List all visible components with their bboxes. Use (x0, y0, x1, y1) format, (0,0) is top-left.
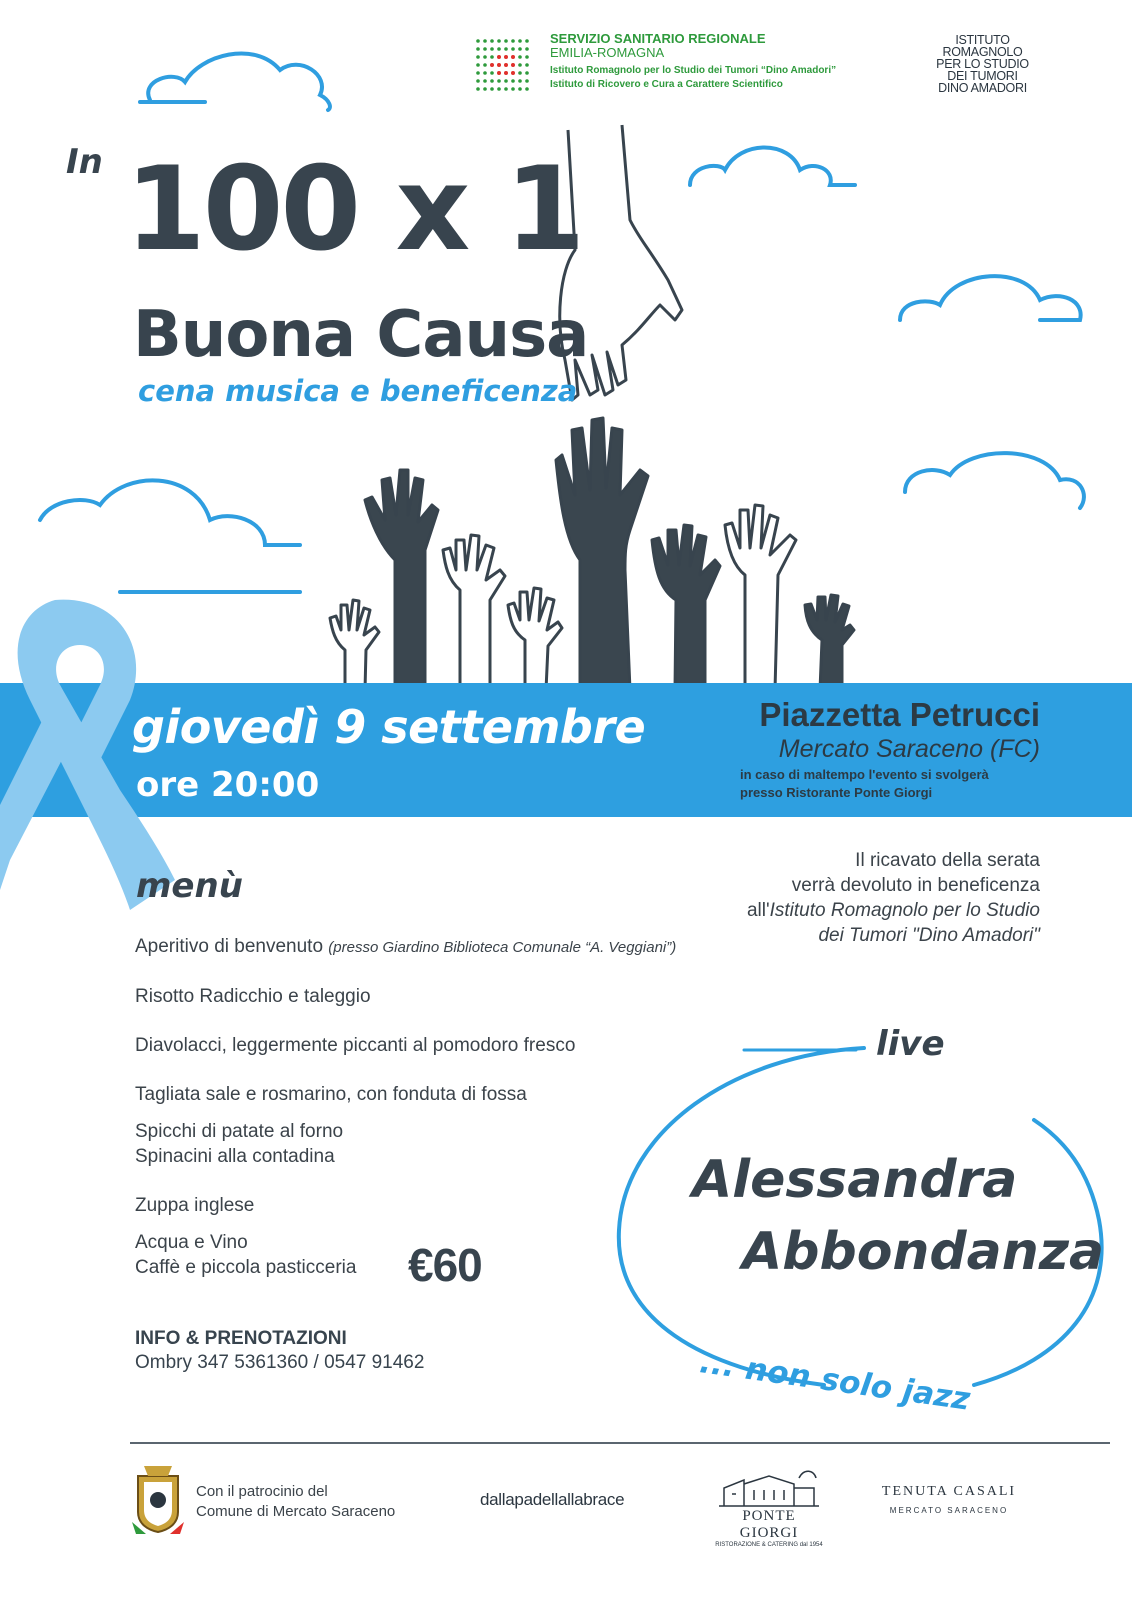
irst-line3: PER LO STUDIO (936, 57, 1029, 71)
live-swoosh-circle (594, 1040, 1124, 1400)
irst-line5: DINO AMADORI (938, 81, 1027, 95)
artist-last-name: Abbondanza (742, 1222, 1105, 1282)
building-icon (714, 1468, 824, 1508)
event-date: giovedì 9 settembre (132, 700, 646, 754)
beneficiary-line2: verrà devoluto in beneficenza (791, 875, 1040, 896)
raised-hands-illustration (330, 418, 854, 690)
patronage-line2: Comune di Mercato Saraceno (196, 1503, 396, 1520)
menu-item-name: Aperitivo di benvenuto (135, 936, 324, 957)
event-time: ore 20:00 (136, 765, 320, 805)
venue-city: Mercato Saraceno (FC) (778, 735, 1040, 763)
artist-genre: ... non solo jazz (697, 1344, 973, 1418)
beneficiary-line3 (640, 898, 1040, 923)
beneficiary-line3-italic: Istituto Romagnolo per lo Studio (769, 900, 1040, 921)
beneficiary-text (640, 848, 1040, 948)
tenuta-casali-sub: MERCATO SARACENO (889, 1506, 1009, 1515)
menu-item-note: (presso Giardino Biblioteca Comunale “A. Veggiani”) (328, 939, 677, 956)
irst-logo (900, 34, 1065, 104)
event-venue (640, 696, 1040, 802)
menu-item: Caffè e piccola pasticceria (135, 1257, 357, 1278)
menu-item: Tagliata sale e rosmarino, con fonduta di fossa (135, 1084, 527, 1105)
weather-note-line1: in caso di maltempo l'evento si svolgerà (740, 767, 989, 782)
venue-name: Piazzetta Petrucci (759, 696, 1040, 733)
menu-item: Spicchi di patate al forno (135, 1121, 344, 1142)
menu-title: menù (136, 866, 243, 906)
sponsor-tenuta-casali (874, 1484, 1024, 1515)
menu-item: Spinacini alla contadina (135, 1146, 335, 1167)
ssr-line3: Istituto Romagnolo per lo Studio dei Tumori “Dino Amadori” (550, 65, 837, 76)
ssr-dots-icon (474, 36, 536, 96)
ssr-logo (474, 32, 894, 102)
menu-item: Risotto Radicchio e taleggio (135, 986, 371, 1007)
info-title: INFO & PRENOTAZIONI (135, 1328, 347, 1349)
sponsor-dallapadellallabrace: dallapadellallabrace (480, 1490, 625, 1509)
artist-first-name: Alessandra (692, 1150, 1018, 1210)
irst-line1: ISTITUTO (955, 33, 1010, 47)
weather-note-line2: presso Ristorante Ponte Giorgi (740, 785, 933, 800)
cloud-icon (40, 480, 300, 545)
ponte-giorgi-sub: RISTORAZIONE & CATERING dal 1954 (715, 1542, 823, 1548)
menu-item: Zuppa inglese (135, 1195, 255, 1216)
beneficiary-line4: dei Tumori "Dino Amadori" (818, 925, 1040, 946)
patronage-line1: Con il patrocinio del (196, 1483, 328, 1500)
sponsor-ponte-giorgi (714, 1468, 824, 1548)
menu-item: Acqua e Vino (135, 1232, 248, 1253)
ssr-line2: EMILIA-ROMAGNA (550, 45, 665, 60)
menu-item (135, 936, 676, 958)
title-main: 100 x 1 (125, 142, 583, 277)
info-phone: Ombry 347 5361360 / 0547 91462 (135, 1352, 425, 1373)
ponte-giorgi-name: PONTE GIORGI (739, 1508, 799, 1541)
beneficiary-line1: Il ricavato della serata (855, 850, 1040, 871)
beneficiary-line3-plain: all' (746, 900, 770, 921)
ssr-line4: Istituto di Ricovero e Cura a Carattere Scientifico (550, 79, 783, 90)
menu-item: Diavolacci, leggermente piccanti al pomodoro fresco (135, 1035, 576, 1056)
title-prefix: In (66, 142, 103, 182)
ssr-text (550, 32, 836, 92)
cloud-icon (900, 276, 1081, 320)
municipal-crest-icon (132, 1462, 184, 1534)
tenuta-casali-name: TENUTA CASALI (881, 1484, 1017, 1499)
cloud-icon (905, 453, 1084, 508)
footer-divider (130, 1442, 1110, 1444)
irst-line4: DEI TUMORI (947, 69, 1018, 83)
venue-weather-note (640, 766, 1040, 802)
title-subtitle: Buona Causa (133, 298, 589, 372)
live-label: live (876, 1024, 945, 1064)
cloud-icon (690, 148, 855, 186)
patronage-text (196, 1482, 395, 1522)
title-tagline: cena musica e beneficenza (138, 374, 578, 408)
ssr-line1: SERVIZIO SANITARIO REGIONALE (550, 31, 766, 46)
irst-line2: ROMAGNOLO (942, 45, 1023, 59)
menu-price: €60 (408, 1239, 482, 1291)
